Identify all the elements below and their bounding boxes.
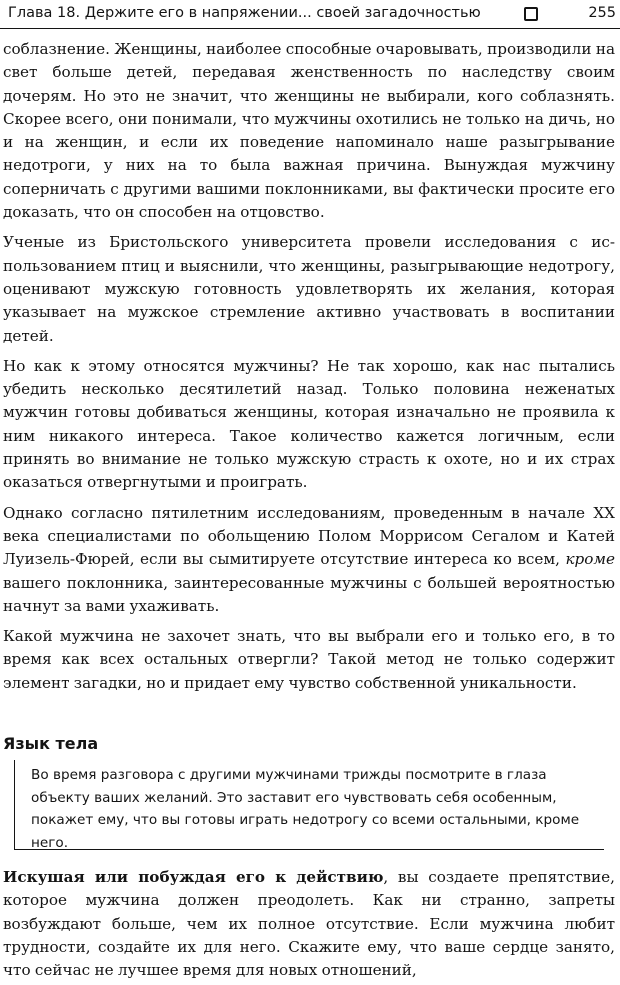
paragraph-2: Ученые из Бристольского университета провели исследования с использованием птиц и выяснили, что женщины, разыгрывающие недотрогу, оценивают мужскую готовность удовлетворять их желания, которая указывает на мужское стремление активно участвовать в воспитании детей. [3,233,615,345]
paragraph-4-end: вашего поклонника, заинтересованные мужчины с большей вероятностью начнут за вами ухаживать. [3,573,615,615]
chapter-title: Глава 18. Держите его в напряжении... своей загадочностью [8,5,481,21]
section-heading: Язык тела [3,734,99,753]
paragraph-4-start: Однако согласно пятилетним исследованиям, проведенным в начале XX века специалистами по обольщению Полом Моррисом Сегалом и Катей Луизель-Фюрей, если вы сымитируете отсутствие интереса ко всем, [3,503,615,569]
closing-text [3,866,615,982]
closing-paragraph [3,866,615,982]
running-header [0,0,620,29]
paragraph-3: Но как к этому относятся мужчины? Не так хорошо, как нас пытались убедить несколько десятилетий назад. Только половина неженатых мужчин готовы добиваться женщины, которая изначально не проявила к ним никакого интереса. Такое количество кажется логичным, если принять во внимание не только мужскую страсть к охоте, но и их страх оказаться отвергнутыми и проиграть. [3,356,615,492]
closing-body: , вы создаете препятствие, которое мужчина должен преодолеть. Как ни странно, запреты возбуждают больше, чем их полное отсутствие. Если мужчина любит трудности, создайте их для него. Скажите ему, что ваше сердце занято, что сейчас не лучшее время для новых отношений, [3,868,615,980]
page-number: 255 [588,5,616,21]
checkbox-square-icon [524,7,538,21]
paragraph-5: Какой мужчина не захочет знать, что вы выбрали его и только его, в то время как всех остальных отвергли? Такой метод не только содержит элемент загадки, но и придает ему чувство собственной уникальности. [3,627,615,692]
emphasis-word: кроме [565,550,615,569]
tip-text: Во время разговора с другими мужчинами трижды посмотрите в глаза объекту ваших желаний. Это заставит его чувствовать себя особенным, покажет ему, что вы готовы играть недотрогу со всеми остальными, кроме него. [31,767,580,851]
tip-box [14,760,604,850]
body-text [3,38,615,702]
paragraph-4 [3,502,615,618]
paragraph-1: соблазнение. Женщины, наиболее способные очаровывать, производили на свет больше детей, передавая женственность по наследству своим дочерям. Но это не значит, что женщины не выбирали, кого соблазнять. Скорее всего, они понимали, что мужчины охотились не только на дичь, но и на женщин, и если их поведение напоминало наше разыгрывание недотроги, у них на то была важная причина. Вынуждая мужчину соперничать с другими вашими поклонниками, вы фактически просите его доказать, что он способен на отцовство. [3,40,615,222]
closing-lead: Искушая или побуждая его к действию [3,868,384,886]
